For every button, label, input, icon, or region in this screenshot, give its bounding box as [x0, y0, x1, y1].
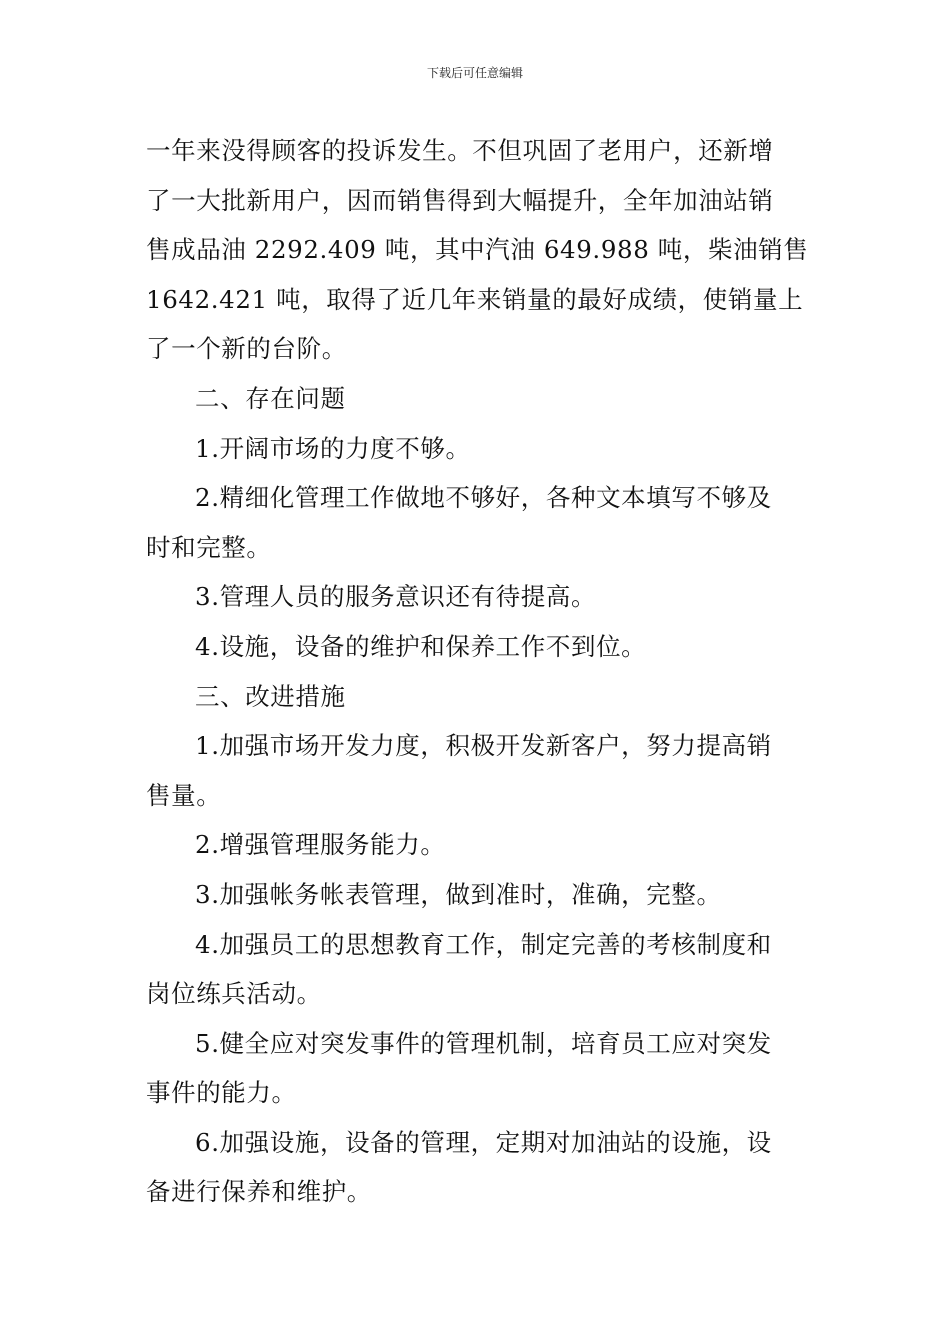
improvement-item-5 — [146, 1019, 810, 1118]
improvement-item-6 — [146, 1118, 810, 1217]
section-heading-improvements — [146, 672, 810, 722]
list-item-continuation: 事件的能力。 — [146, 1078, 297, 1108]
improvement-item-1 — [146, 721, 810, 820]
list-item: 5.健全应对突发事件的管理机制，培育员工应对突发 — [195, 1028, 772, 1058]
problem-item-4 — [146, 622, 810, 672]
list-item-continuation: 时和完整。 — [146, 532, 272, 562]
list-item: 1.加强市场开发力度，积极开发新客户，努力提高销 — [195, 731, 772, 761]
problem-item-2 — [146, 473, 810, 572]
list-item: 3.加强帐务帐表管理，做到准时，准确，完整。 — [195, 879, 722, 909]
list-item: 2.增强管理服务能力。 — [195, 830, 446, 860]
list-item: 6.加强设施，设备的管理，定期对加油站的设施，设 — [195, 1127, 772, 1157]
list-item-continuation: 备进行保养和维护。 — [146, 1177, 372, 1207]
paragraph-summary — [146, 126, 810, 374]
improvement-item-2 — [146, 820, 810, 870]
section-heading: 二、存在问题 — [195, 383, 346, 413]
improvement-item-3 — [146, 870, 810, 920]
document-body — [146, 126, 810, 1217]
problem-item-1 — [146, 424, 810, 474]
list-item: 2.精细化管理工作做地不够好，各种文本填写不够及 — [195, 483, 772, 513]
list-item-continuation: 售量。 — [146, 780, 222, 810]
improvement-item-4 — [146, 920, 810, 1019]
text-line: 了一个新的台阶。 — [146, 334, 347, 364]
list-item-continuation: 岗位练兵活动。 — [146, 979, 322, 1009]
problem-item-3 — [146, 572, 810, 622]
list-item: 4.设施，设备的维护和保养工作不到位。 — [195, 631, 647, 661]
text-line: 一年来没得顾客的投诉发生。不但巩固了老用户，还新增 — [146, 136, 774, 165]
list-item: 3.管理人员的服务意识还有待提高。 — [195, 582, 597, 612]
list-item: 1.开阔市场的力度不够。 — [195, 433, 471, 463]
page-header: 下载后可任意编辑 — [426, 66, 523, 80]
section-heading-problems — [146, 374, 810, 424]
text-line: 售成品油 2292.409 吨，其中汽油 649.988 吨，柴油销售 — [146, 235, 809, 265]
text-line: 1642.421 吨，取得了近几年来销量的最好成绩，使销量上 — [146, 284, 804, 314]
text-line: 了一大批新用户，因而销售得到大幅提升，全年加油站销 — [146, 185, 774, 215]
section-heading: 三、改进措施 — [195, 681, 346, 711]
list-item: 4.加强员工的思想教育工作，制定完善的考核制度和 — [195, 929, 772, 959]
